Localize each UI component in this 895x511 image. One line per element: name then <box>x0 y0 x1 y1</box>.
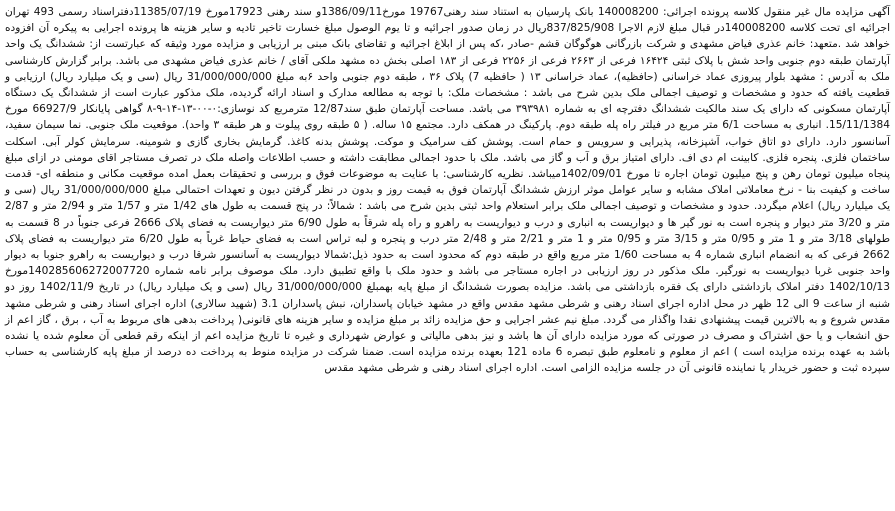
auction-notice-text: آگهی مزایده مال غیر منقول کلاسه پرونده اجرائی: 140008200 بانک پارسیان به استناد سند رهنی19767 مورخ1386/09/11و سند رهنی 17923مورخ 11385/07/19دفتراسناد رسمی 493 تهران اجرائیه ای تحت کلاسه 140008200در قبال مبلغ لازم الاجرا 837/825/908ریال در زمان صدور اجرائیه و تا یوم الوصول مبلغ خسارت تاخیر تادیه و سایر هزینه ها پرونده اجرایی به پیکره آن افزوده خواهد شد .متعهد: خانم عذری فیاض مشهدی و شرکت بازرگانی هوگوگان قشم -صادر ،که پس از ابلاغ اجرائیه و تقاضای بانک مبنی بر ارزیابی و مزایده مورد وثیقه که عبارتست از: ششدانگ یک واحد آپارتمان طبقه دوم جنوبی واحد شش با پلاک ثبتی ۱۶۴۲۴ فرعی از ۲۶۶۳ فرعی از ۲۲۵۶ فرعی از ۱۸۳ اصلی بخش ده مشهد ملکی آقای / خانم عذری فیاض مشهدی می باشد. برابر گزارش کارشناسی ملک به آدرس : مشهد بلوار پیروزی عماد خراسانی (حافظیه)، عماد خراسانی ۱۳ ( حافظیه 7) پلاک ۳۶ ، طبقه دوم جنوبی واحد ۶به مبلغ 31/000/000/000 ریال (سی و یک میلیارد ریال) ارزیابی و قطعیت یافته که حدود و مشخصات و توصیف اجمالی ملک بدین شرح می باشد : مشخصات ملک: با توجه به مطالعه مدارک و اسناد ارائه گردیده، ملک مذکور عبارت است از ششدانگ یک دستگاه آپارتمان مسکونی که دارای یک سند مالکیت ششدانگ دفترچه ای به شماره ۳۹۳۹۸۱ می باشد. مساحت آپارتمان طبق سند12/87 مترمربع کد نوسازی:۰-۰۰-۱۳-۱۴-۹-۸ گواهی پایانکار 66927/9 مورخ 15/11/1384. انباری به مساحت 6/1 متر مربع در فیلتر راه پله طبقه دوم. پارکینگ در همکف دارد. مجتمع ۱۵ ساله. ( ۵ طبقه روی پیلوت و هر طبقه ۳ واحد). موقعیت ملک جنوبی. نما سیمان سفید، آسانسور دارد. دارای دو اتاق خواب، آشپزخانه، پذیرایی و سرویس و حمام است. پوشش کف سرامیک و موکت. پوشش بدنه کاغذ. گرمایش بخاری گازی و شومینه. سرمایش کولر آبی. اسکلت ساختمان فلزی. پنجره فلزی. کابینت ام دی اف. دارای امتیاز برق و آب و گاز می باشد. ملک با حدود اجمالی مطابقت داشته و حسب اطلاعات واصله ملک در تصرف مستاجر اقای مومنی در ازای مبلغ پنجاه میلیون تومان رهن و پنج میلیون تومان اجاره تا مورخ 1402/09/01میباشد. نظریه کارشناسی: با عنایت به موضوعات فوق و بررسی و تحقیقات بعمل امده موقعیت مکانی و منطقه ای- قدمت ساخت و کیفیت بنا - نرخ معاملاتی املاک مشابه و سایر عوامل موثر ارزش ششدانگ آپارتمان فوق به قیمت روز و بدون در نظر گرفتن دیون و تعهدات احتمالی مبلغ 31/000/000/000 ریال (سی و یک میلیارد ریال) اعلام میگردد. حدود و مشخصات و توصیف اجمالی ملک برابر استعلام واحد ثبتی بدین شرح می باشد : شمالاً: در پنج قسمت به طول های 1/42 متر و 1/57 متر و 2/94 متر و 2/87 متر و 3/20 متر دیوار و پنجره است به نور گیر ها و دیواریست به انباری و درب و دیواریست به راهرو و راه پله شرقاً به طول 6/90 متر دیواریست به فضای پلاک 2666 فرعی جنوباً در 8 قسمت به طولهای 3/18 متر و 1 متر و 0/95 متر و 3/15 متر و 0/95 متر و 1 متر و 2/21 متر و 2/48 متر درب و پنجره و لبه تراس است به فضای حیاط غرباً به طول 6/20 متر دیواریست به فضای پلاک 2662 فرعی که به انضمام انباری شماره 4 به مساحت 1/60 متر مربع واقع در طبقه دوم که محدود است به حدود ذیل:شمالا دیواریست به آسانسور شرقا درب و دیواریست به راهرو جنوبا به دیوار واحد جنوبی غربا دیواریست به نورگیر. ملک مذکور در روز ارزیابی در اجاره مستاجر می باشد و حدود ملک با واقع تطبیق دارد. ملک موصوف برابر نامه شماره 140285606272007720مورخ 1402/10/13 دفتر املاک بازداشتی دارای یک فقره بازداشتی می باشد. مزایده بصورت ششدانگ از مبلغ پایه بهمبلغ 31/000/000/000 ریال (سی و یک میلیارد ریال) در تاریخ 1402/11/9 روز دو شنبه از ساعت 9 الی 12 ظهر در محل اداره اجرای اسناد رهنی و شرطی مشهد مقدس واقع در مشهد خیابان پاسداران، نبش پاسداران 3.1 (شهید سالاری) اداره اجرای اسناد رهنی و شرطی مشهد مقدس شروع و به بالاترین قیمت پیشنهادی نقدا واگذار می گردد. مبلغ نیم عشر اجرایی و حق مزایده زائد بر مبلغ مزایده و سایر هزینه های قانونی( پرداخت بدهی های مربوط به آب ، برق ، گاز اعم از حق انشعاب و یا حق اشتراک و مصرف در صورتی که مورد مزایده دارای آن ها باشد و نیز بدهی مالیاتی و عوارض شهرداری و غیره تا تاریخ مزایده اعم از اینکه رقم قطعی آن معلوم شده یا نشده باشد به عهده برنده مزایده است ) اعم از معلوم و نامعلوم طبق تبصره 6 ماده 121 بعهده برنده مزایده است. ضمنا شرکت در مزایده منوط به پرداخت ده درصد از مبلغ پایه کارشناسی به حساب سپرده ثبت و حضور خریدار یا نماینده قانونی آن در جلسه مزایده الزامی است. اداره اجرای اسناد رهنی و شرطی مشهد مقدس <box>5 6 891 375</box>
